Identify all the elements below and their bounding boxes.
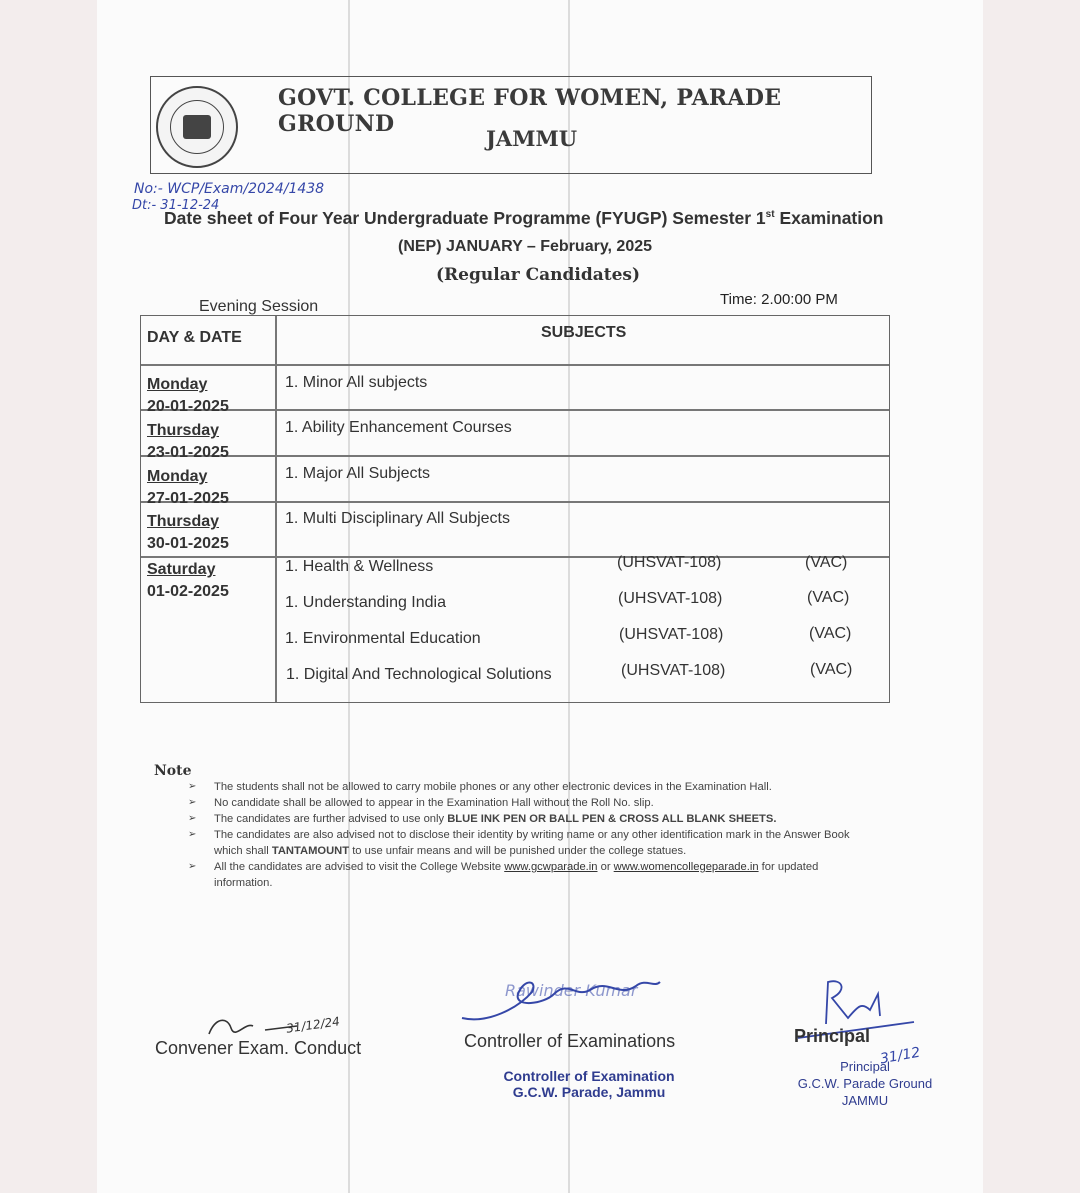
subject-code: (UHSVAT-108): [618, 590, 723, 607]
row-date: 01-02-2025: [147, 583, 229, 600]
note-item: ➢ The candidates are also advised not to disclose their identity by writing name or any other identification mark in the Answer Book which shall TANTAMOUNT to use unfair means and will be punished under the college statues.: [188, 827, 858, 859]
college-city: JAMMU: [486, 126, 578, 151]
controller-signature-name: Rawinder Kumar: [505, 981, 638, 1000]
note-item: ➢ All the candidates are advised to visit the College Website www.gcwparade.in or www.womencollegeparade.in for updated information.: [188, 859, 858, 891]
college-website-link[interactable]: www.gcwparade.in: [504, 861, 598, 873]
college-alt-website-link[interactable]: www.womencollegeparade.in: [613, 861, 759, 873]
subject-name: 1. Health & Wellness: [285, 558, 434, 575]
subject-type: (VAC): [809, 625, 852, 642]
row-divider: [141, 556, 889, 558]
note-heading: Note: [154, 763, 192, 779]
session-label: Evening Session: [199, 298, 319, 315]
subject-name: 1. Minor All subjects: [285, 374, 428, 391]
subject-type: (VAC): [810, 661, 853, 678]
row-divider: [141, 364, 889, 366]
subject-type: (VAC): [807, 589, 850, 606]
header-day-date: DAY & DATE: [147, 329, 242, 346]
subject-code: (UHSVAT-108): [619, 626, 724, 643]
row-day: Monday: [147, 376, 208, 393]
principal-label: Principal: [794, 1026, 871, 1046]
subject-name: 1. Digital And Technological Solutions: [286, 666, 552, 683]
college-name: GOVT. COLLEGE FOR WOMEN, PARADE GROUND: [278, 85, 782, 137]
subject-code: (UHSVAT-108): [621, 662, 726, 679]
row-divider: [141, 501, 889, 503]
column-divider: [275, 316, 277, 702]
college-seal-logo: [156, 86, 238, 168]
row-divider: [141, 455, 889, 457]
note-list: [188, 779, 858, 891]
subject-type: (VAC): [805, 554, 848, 571]
principal-date: 31/12: [878, 1044, 922, 1068]
principal-stamp: Principal G.C.W. Parade Ground JAMMU: [797, 1059, 933, 1108]
candidates-label: (Regular Candidates): [436, 265, 641, 285]
note-item: ➢ No candidate shall be allowed to appear in the Examination Hall without the Roll No. slip.: [188, 795, 858, 811]
building-icon: [183, 115, 211, 139]
header-subjects: SUBJECTS: [541, 324, 627, 341]
row-date: 23-01-2025: [147, 444, 229, 461]
row-day: Thursday: [147, 513, 220, 530]
controller-stamp: Controller of Examination G.C.W. Parade, Jammu: [503, 1068, 675, 1100]
reference-date: Dt:- 31-12-24: [132, 198, 220, 213]
row-date: 30-01-2025: [147, 535, 229, 552]
convener-label: Convener Exam. Conduct: [155, 1038, 362, 1058]
datesheet-subtitle: (NEP) JANUARY – February, 2025: [398, 238, 653, 255]
row-divider: [141, 409, 889, 411]
datesheet-title: Date sheet of Four Year Undergraduate Programme (FYUGP) Semester 1st Examination: [164, 208, 884, 228]
note-item: ➢ The candidates are further advised to use only BLUE INK PEN OR BALL PEN & CROSS ALL BLANK SHEETS.: [188, 811, 858, 827]
subject-name: 1. Ability Enhancement Courses: [285, 419, 512, 436]
subject-name: 1. Multi Disciplinary All Subjects: [285, 510, 510, 527]
reference-number: No:- WCP/Exam/2024/1438: [134, 181, 325, 197]
time-label: Time: 2.00:00 PM: [720, 291, 838, 308]
row-date: 20-01-2025: [147, 398, 229, 415]
subject-name: 1. Major All Subjects: [285, 465, 430, 482]
controller-label: Controller of Examinations: [464, 1031, 676, 1051]
row-day: Saturday: [147, 561, 216, 578]
subject-name: 1. Environmental Education: [285, 630, 481, 647]
note-item: ➢ The students shall not be allowed to carry mobile phones or any other electronic devices in the Examination Hall.: [188, 779, 858, 795]
row-day: Thursday: [147, 422, 220, 439]
datesheet-table: [140, 315, 890, 703]
row-day: Monday: [147, 468, 208, 485]
subject-name: 1. Understanding India: [285, 594, 446, 611]
row-date: 27-01-2025: [147, 490, 229, 507]
convener-date: 31/12/24: [285, 1014, 341, 1036]
subject-code: (UHSVAT-108): [617, 554, 722, 571]
